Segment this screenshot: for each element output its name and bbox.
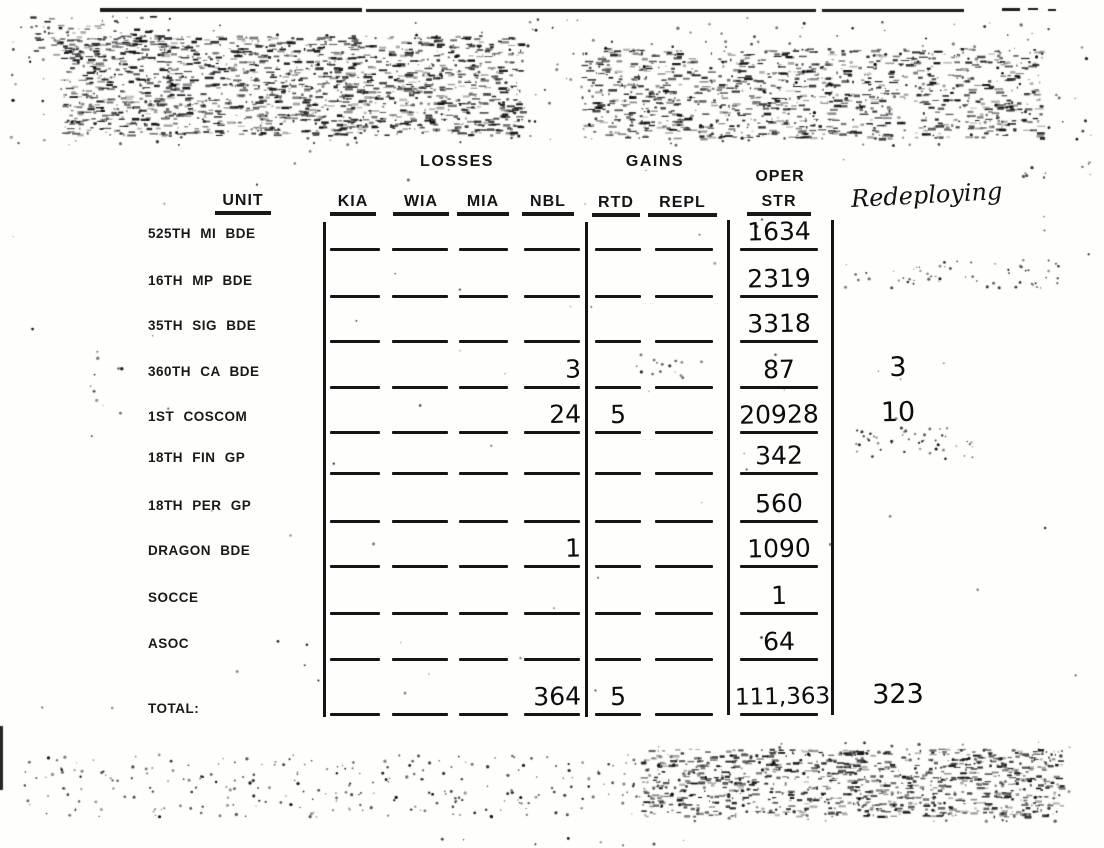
blank-cell-line-oper_str [740,386,818,389]
blank-cell-line-kia [330,713,380,716]
blank-cell-line-nbl [524,295,580,298]
blank-cell-line-nbl [524,472,580,475]
handwritten-value-redeploying: 323 [871,678,925,711]
blank-cell-line-wia [392,431,448,434]
unit-label: 35TH SIG BDE [148,318,257,333]
blank-cell-line-nbl [524,340,580,343]
unit-label: DRAGON BDE [148,543,251,558]
blank-cell-line-oper_str [740,472,818,475]
unit-label: 360TH CA BDE [148,364,260,379]
blank-cell-line-wia [392,520,448,523]
losses-left-rule [323,222,326,717]
column-header-repl: REPL [648,194,717,217]
blank-cell-line-rtd [595,612,641,615]
blank-cell-line-repl [655,340,713,343]
blank-cell-line-nbl [524,431,580,434]
blank-cell-line-kia [330,295,380,298]
handwritten-value-oper_str: 2319 [746,263,812,294]
blank-cell-line-oper_str [740,340,818,343]
blank-cell-line-mia [459,472,508,475]
handwritten-value-redeploying: 10 [880,396,916,429]
blank-cell-line-repl [655,295,713,298]
blank-cell-line-repl [655,658,713,661]
blank-cell-line-wia [392,612,448,615]
blank-cell-line-rtd [595,295,641,298]
handwritten-value-oper_str: 1 [770,580,788,611]
handwritten-value-rtd: 5 [609,681,627,712]
handwritten-value-oper_str: 111,363 [734,683,831,711]
blank-cell-line-rtd [595,340,641,343]
handwritten-value-oper_str: 1634 [746,216,812,247]
blank-cell-line-kia [330,472,380,475]
handwritten-redeploying-header: Redeploying [850,177,1004,213]
unit-column-header: UNIT [215,192,271,215]
blank-cell-line-wia [392,565,448,568]
handwritten-value-nbl: 3 [564,354,582,384]
oper-str-right-rule [831,220,834,715]
unit-label: 16TH MP BDE [148,273,253,288]
blank-cell-line-oper_str [740,520,818,523]
blank-cell-line-kia [330,431,380,434]
blank-cell-line-mia [459,295,508,298]
blank-cell-line-rtd [595,248,641,251]
blank-cell-line-kia [330,340,380,343]
unit-label: 18TH PER GP [148,498,252,513]
blank-cell-line-nbl [524,612,580,615]
blank-cell-line-mia [459,248,508,251]
blank-cell-line-wia [392,713,448,716]
unit-label: 18TH FIN GP [148,450,246,465]
column-header-nbl: NBL [522,193,574,216]
blank-cell-line-repl [655,565,713,568]
blank-cell-line-nbl [524,386,580,389]
handwritten-value-redeploying: 3 [889,351,907,384]
blank-cell-line-rtd [595,658,641,661]
blank-cell-line-mia [459,658,508,661]
blank-cell-line-kia [330,520,380,523]
gains-group-header: GAINS [625,153,685,170]
blank-cell-line-oper_str [740,565,818,568]
handwritten-value-oper_str: 64 [762,626,796,657]
blank-cell-line-mia [459,565,508,568]
blank-cell-line-rtd [595,472,641,475]
blank-cell-line-oper_str [740,295,818,298]
oper-str-header-line1: OPER [755,168,805,185]
blank-cell-line-repl [655,248,713,251]
column-header-rtd: RTD [592,194,640,217]
losses-group-header: LOSSES [420,153,494,170]
blank-cell-line-repl [655,431,713,434]
blank-cell-line-oper_str [740,431,818,434]
handwritten-value-nbl: 1 [564,533,582,563]
blank-cell-line-wia [392,386,448,389]
blank-cell-line-mia [459,431,508,434]
handwritten-value-oper_str: 560 [754,488,804,519]
handwritten-value-rtd: 5 [609,399,627,430]
blank-cell-line-repl [655,472,713,475]
blank-cell-line-rtd [595,520,641,523]
blank-cell-line-oper_str [740,713,818,716]
blank-cell-line-rtd [595,565,641,568]
handwritten-value-oper_str: 342 [754,440,804,471]
blank-cell-line-kia [330,565,380,568]
column-header-wia: WIA [393,193,449,216]
oper-str-left-rule [727,220,730,715]
column-header-kia: KIA [330,193,376,216]
blank-cell-line-kia [330,658,380,661]
unit-label: ASOC [148,636,190,651]
blank-cell-line-nbl [524,713,580,716]
handwritten-value-oper_str: 1090 [746,533,812,564]
blank-cell-line-repl [655,520,713,523]
column-header-mia: MIA [457,193,509,216]
blank-cell-line-wia [392,658,448,661]
blank-cell-line-kia [330,386,380,389]
blank-cell-line-repl [655,713,713,716]
blank-cell-line-repl [655,612,713,615]
blank-cell-line-nbl [524,520,580,523]
blank-cell-line-mia [459,520,508,523]
blank-cell-line-wia [392,295,448,298]
oper-str-header-line2: STR [747,193,811,216]
blank-cell-line-oper_str [740,612,818,615]
handwritten-value-nbl: 364 [533,681,582,712]
handwritten-value-oper_str: 20928 [738,399,820,430]
handwritten-value-oper_str: 87 [762,354,796,385]
unit-label: 1ST COSCOM [148,409,248,424]
blank-cell-line-oper_str [740,658,818,661]
blank-cell-line-wia [392,472,448,475]
blank-cell-line-mia [459,340,508,343]
handwritten-value-oper_str: 3318 [746,308,812,339]
unit-label: 525TH MI BDE [148,226,256,241]
blank-cell-line-rtd [595,431,641,434]
blank-cell-line-oper_str [740,248,818,251]
blank-cell-line-nbl [524,565,580,568]
blank-cell-line-nbl [524,248,580,251]
blank-cell-line-mia [459,612,508,615]
blank-cell-line-nbl [524,658,580,661]
blank-cell-line-wia [392,248,448,251]
total-row-label: TOTAL: [148,701,200,716]
blank-cell-line-rtd [595,713,641,716]
losses-gains-divider-rule [585,222,588,717]
blank-cell-line-mia [459,713,508,716]
unit-label: SOCCE [148,590,199,605]
blank-cell-line-kia [330,248,380,251]
blank-cell-line-wia [392,340,448,343]
blank-cell-line-kia [330,612,380,615]
blank-cell-line-mia [459,386,508,389]
blank-cell-line-rtd [595,386,641,389]
handwritten-value-nbl: 24 [548,399,582,430]
blank-cell-line-repl [655,386,713,389]
